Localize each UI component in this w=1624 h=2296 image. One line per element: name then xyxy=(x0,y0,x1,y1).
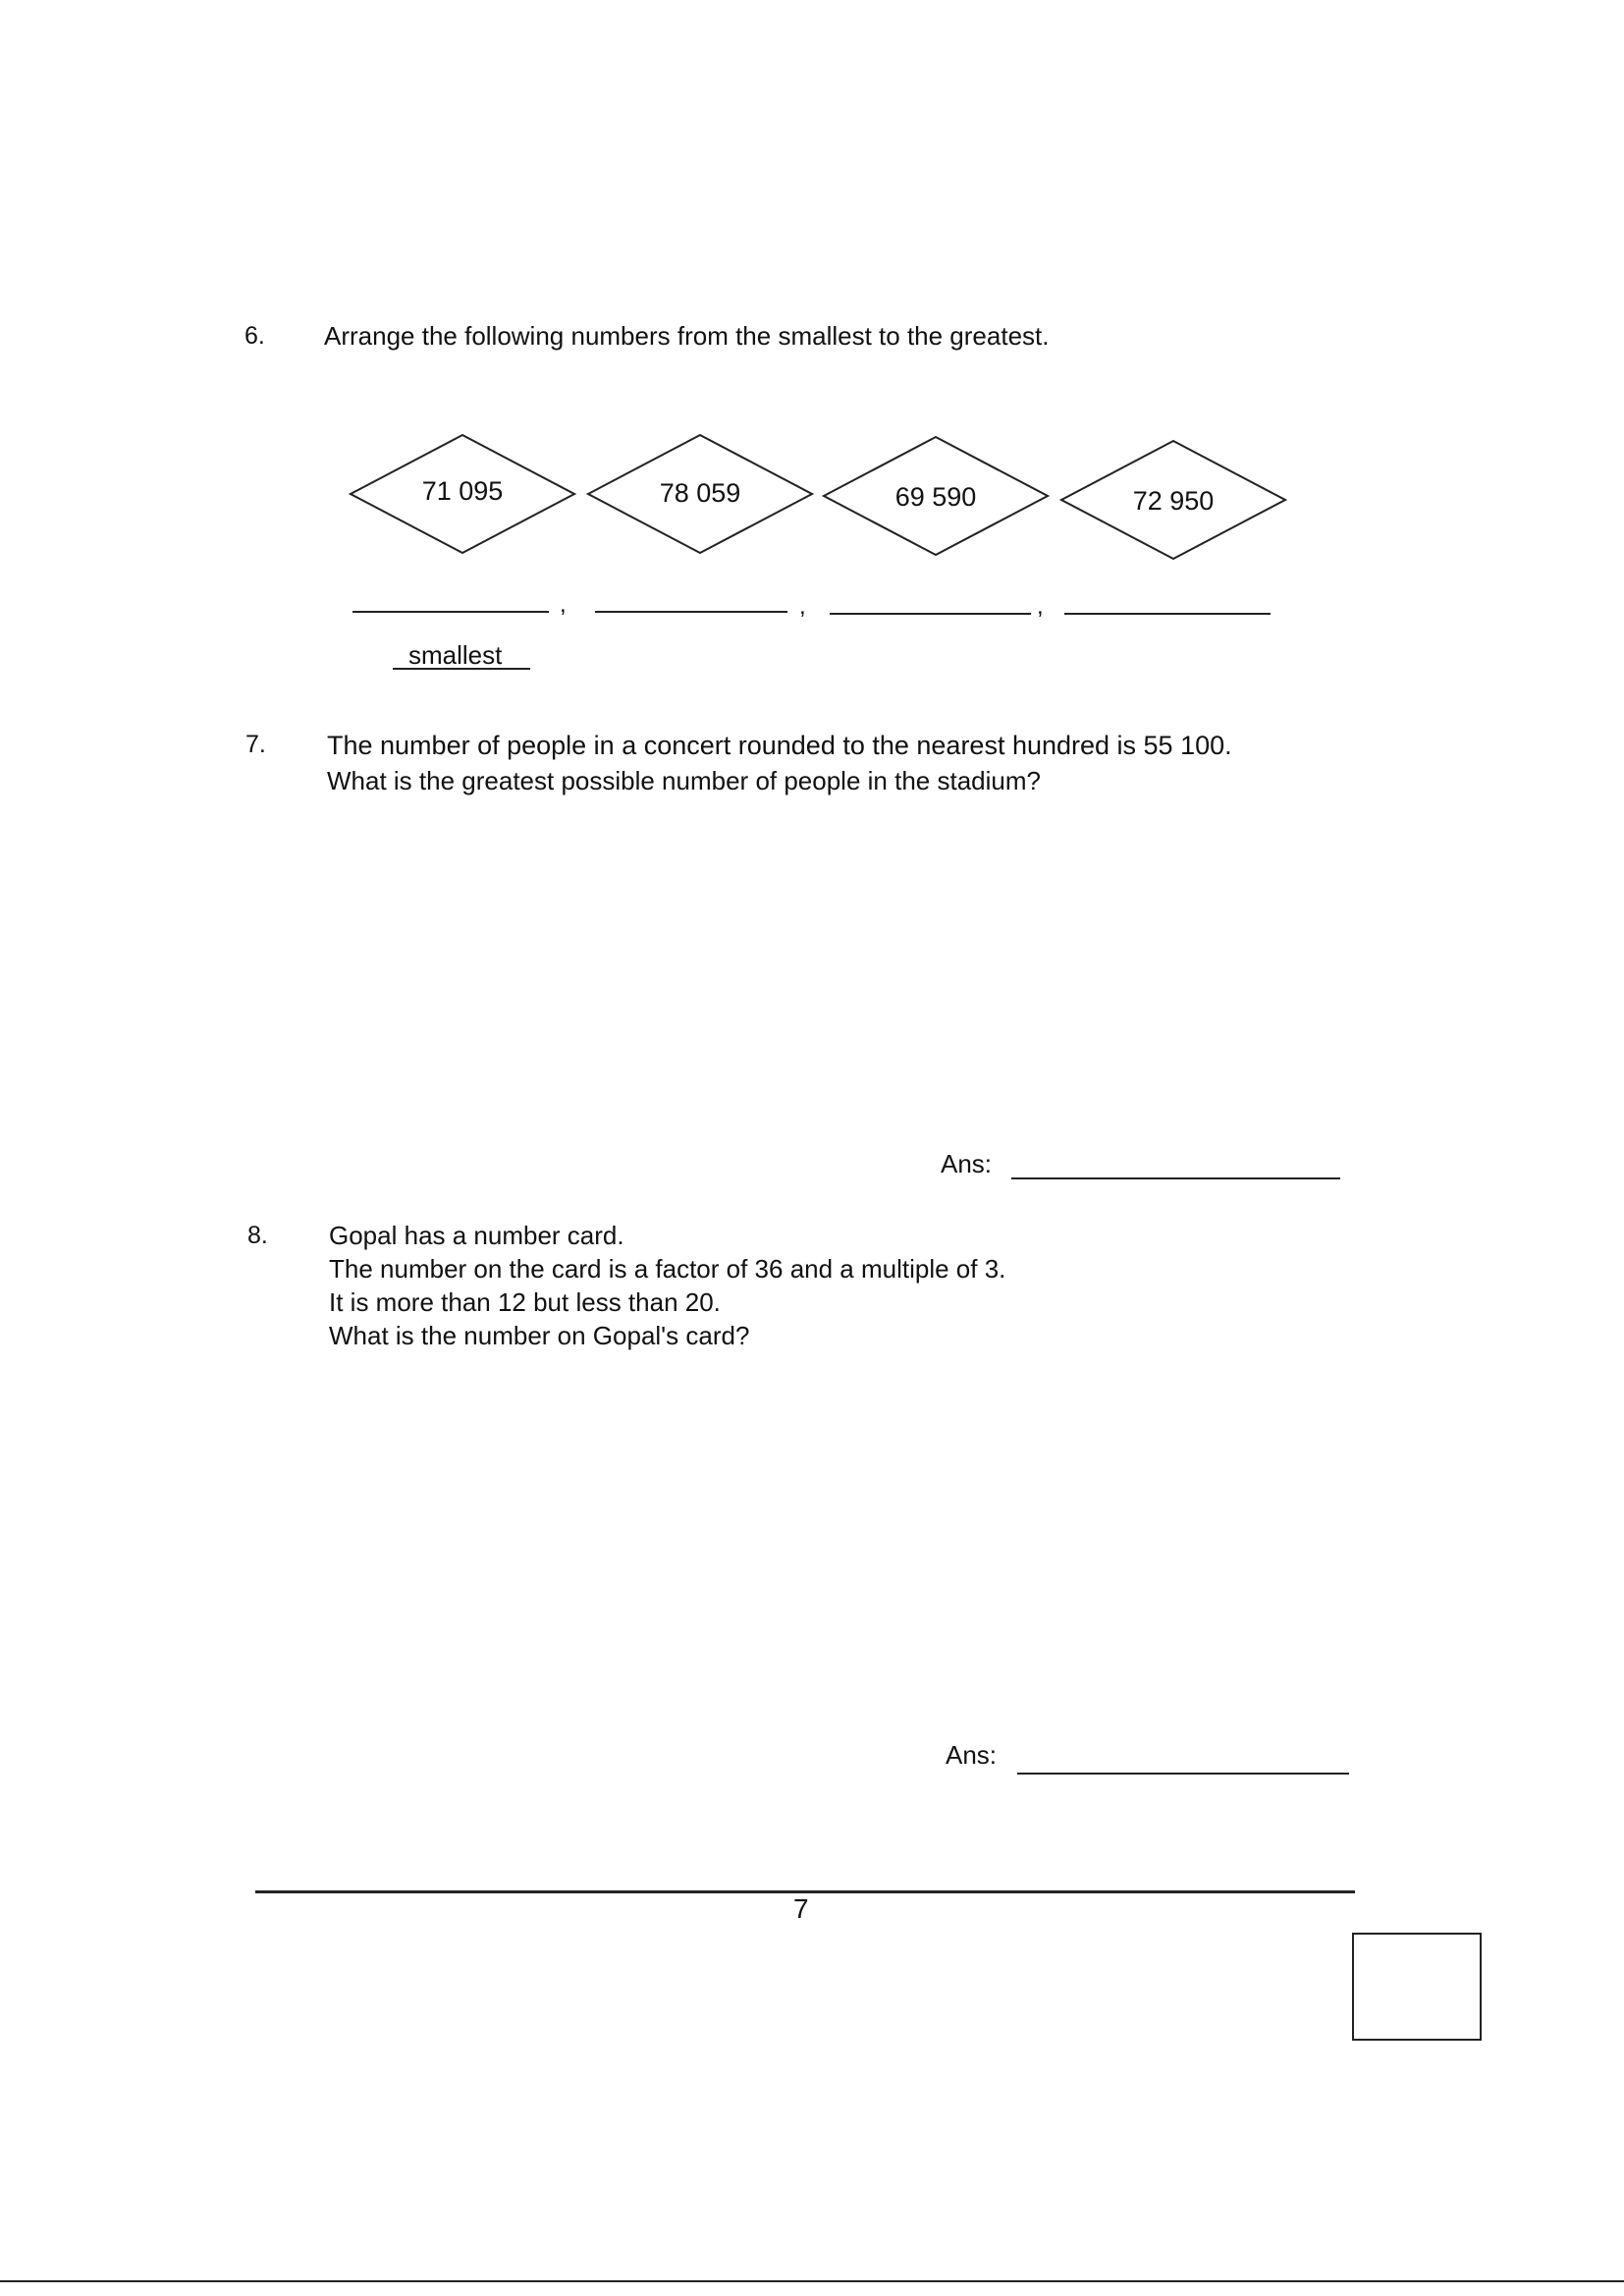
score-box[interactable] xyxy=(1352,1933,1482,2041)
diamond-number: 69 590 xyxy=(894,482,977,512)
question-7-number: 7. xyxy=(245,731,266,758)
smallest-label-underline xyxy=(393,668,530,670)
number-diamond-1 xyxy=(349,433,576,555)
question-8-line-1: Gopal has a number card. xyxy=(329,1221,624,1250)
page-bottom-rule xyxy=(0,2280,1624,2282)
ordering-blank-1[interactable] xyxy=(352,611,549,613)
question-7-answer-label: Ans: xyxy=(941,1149,993,1178)
ordering-comma: , xyxy=(799,593,806,620)
page-number: 7 xyxy=(793,1893,809,1924)
question-7-line-2: What is the greatest possible number of people in the stadium? xyxy=(327,766,1041,795)
question-7-line-1: The number of people in a concert rounded to the nearest hundred is 55 100. xyxy=(327,731,1232,760)
question-8-number: 8. xyxy=(247,1222,268,1249)
question-8-line-3: It is more than 12 but less than 20. xyxy=(329,1287,721,1317)
question-8-answer-line[interactable] xyxy=(1017,1773,1349,1775)
number-diamond-3 xyxy=(822,435,1050,557)
ordering-blank-2[interactable] xyxy=(595,611,787,613)
smallest-label: smallest xyxy=(408,640,503,670)
number-diamond-4 xyxy=(1059,439,1287,561)
diamond-number: 78 059 xyxy=(659,478,741,508)
diamond-number: 72 950 xyxy=(1132,486,1215,516)
question-8-answer-label: Ans: xyxy=(946,1740,998,1770)
number-diamond-2 xyxy=(586,433,814,555)
question-6-text: Arrange the following numbers from the smallest to the greatest. xyxy=(324,321,1050,351)
ordering-blank-4[interactable] xyxy=(1064,613,1271,615)
diamond-number: 71 095 xyxy=(421,476,504,506)
question-8-line-4: What is the number on Gopal's card? xyxy=(329,1321,750,1350)
question-8-line-2: The number on the card is a factor of 36 and a multiple of 3. xyxy=(329,1254,1006,1284)
question-6-number: 6. xyxy=(244,322,265,350)
question-7-answer-line[interactable] xyxy=(1011,1177,1340,1179)
ordering-comma: , xyxy=(1037,593,1044,620)
ordering-comma: , xyxy=(560,591,567,618)
ordering-blank-3[interactable] xyxy=(830,613,1031,615)
